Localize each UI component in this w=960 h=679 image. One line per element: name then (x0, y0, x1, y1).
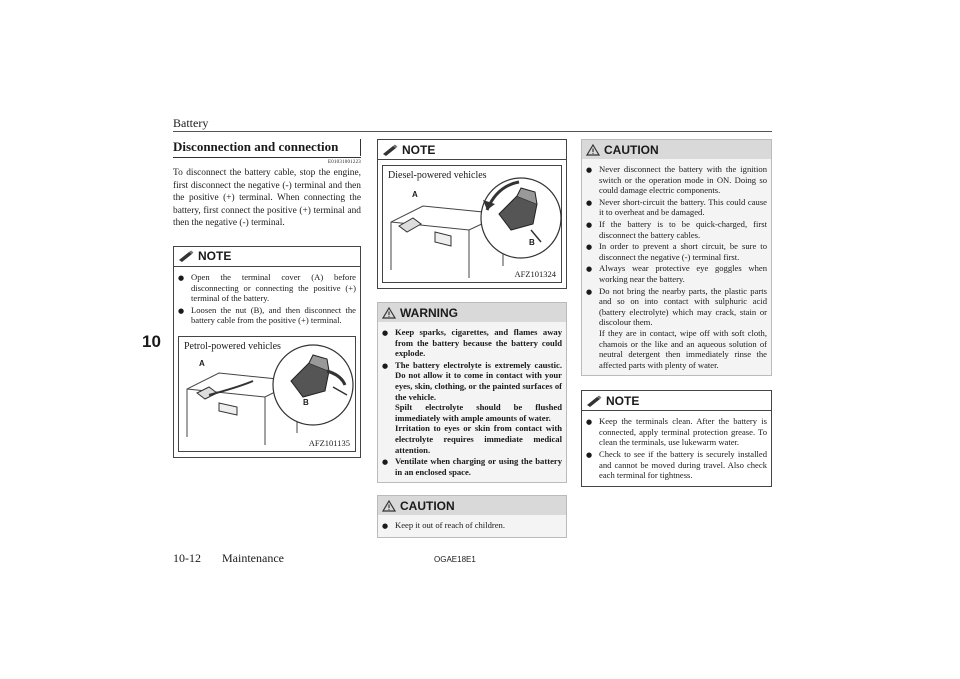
bullet-icon: ● (382, 522, 389, 531)
list-item: ● If the battery is to be quick-charged, first disconnect the battery cables. (586, 218, 767, 240)
battery-illustration (179, 337, 357, 451)
caution-label: CAUTION (604, 142, 659, 157)
bullet-icon: ● (382, 458, 389, 467)
bullet-icon: ● (178, 306, 185, 315)
footer-doc-code: OGAE18E1 (434, 555, 476, 564)
list-item: ● Loosen the nut (B), and then disconnect the battery cable from the positive (+) terminal. (178, 304, 356, 326)
chapter-tab: 10 (142, 332, 161, 351)
list-item: ● In order to prevent a short circuit, be sure to disconnect the negative (-) terminal first. (586, 241, 767, 262)
column-2 (377, 139, 567, 538)
bullet-icon: ● (586, 243, 593, 252)
figure-caption: Diesel-powered vehicles (388, 170, 487, 181)
bullet-icon: ● (586, 198, 593, 207)
warning-box (377, 302, 567, 483)
bullet-icon: ● (178, 273, 185, 282)
callout-b: B (529, 238, 535, 247)
caution-box-2 (581, 139, 772, 376)
note-1-list (178, 272, 356, 326)
list-item: ● Check to see if the battery is securely installed and cannot be moved during travel. Also check each terminal for tightness. (586, 449, 767, 481)
caution-2-list (586, 164, 767, 370)
list-item: ● Never short-circuit the battery. This could cause it to overheat and be damaged. (586, 196, 767, 218)
warning-triangle-icon (382, 307, 396, 319)
note-header (582, 391, 771, 411)
list-item: ● Always wear protective eye goggles when working near the battery. (586, 263, 767, 284)
list-item: ● The battery electrolyte is extremely caustic. Do not allow it to come in contact with your eyes, skin, clothing, or the painted surfaces of the vehicle. (382, 359, 562, 402)
figure-code: AFZ101324 (514, 269, 556, 279)
note-label: NOTE (606, 393, 640, 408)
diesel-battery-figure (382, 165, 562, 283)
footer-page-number: 10-12 (173, 551, 201, 565)
pencil-icon (382, 144, 398, 156)
figure-caption: Petrol-powered vehicles (184, 340, 281, 352)
note-box-2 (377, 139, 567, 289)
bullet-icon: ● (586, 418, 593, 427)
header-rule (173, 131, 772, 132)
bullet-icon: ● (586, 451, 593, 460)
callout-a: A (199, 358, 205, 368)
bullet-icon: ● (382, 329, 389, 337)
note-label: NOTE (198, 249, 232, 264)
battery-illustration (383, 166, 563, 282)
warning-extra-paragraph: Irritation to eyes or skin from contact with electrolyte requires immediate medical attention. (395, 423, 562, 455)
list-item: ● Do not bring the nearby parts, the plastic parts and so on into contact with sulphuric acid (battery electrolyte) which may crack, stain or discolour them. (586, 285, 767, 328)
list-item: ● Never disconnect the battery with the ignition switch or the operation mode in ON. Doing so could damage electric components. (586, 164, 767, 196)
pencil-icon (178, 250, 194, 262)
list-item: ● Keep the terminals clean. After the battery is connected, apply terminal protection grease. To clean the terminals, use lukewarm water. (586, 416, 767, 448)
note-box-1 (173, 246, 361, 458)
bullet-icon: ● (586, 220, 593, 229)
column-1 (173, 139, 361, 458)
warning-triangle-icon (382, 500, 396, 512)
warning-list (382, 327, 562, 477)
section-code: E01031001223 (328, 160, 361, 165)
section-title: Disconnection and connection (173, 139, 361, 158)
note-3-list (586, 416, 767, 481)
list-item: ● Keep sparks, cigarettes, and flames away from the battery because the battery could explode. (382, 327, 562, 359)
note-label: NOTE (402, 142, 436, 157)
note-header (378, 140, 566, 160)
figure-code: AFZ101135 (308, 437, 350, 448)
warning-extra-paragraph: Spilt electrolyte should be flushed immediately with ample amounts of water. (395, 402, 562, 423)
warning-header (378, 303, 566, 322)
section-paragraph: To disconnect the battery cable, stop the engine, first disconnect the negative (-) terminal and then the positive (+) terminal. When connecting the battery, first connect the positive (+) terminal and then the negative (-) terminal. (173, 168, 361, 229)
list-item: ● Keep it out of reach of children. (382, 520, 506, 531)
caution-header (378, 496, 566, 515)
caution-label: CAUTION (400, 498, 455, 513)
list-item: ● Ventilate when charging or using the battery in an enclosed space. (382, 456, 562, 477)
pencil-icon (586, 395, 602, 407)
footer-section-name: Maintenance (222, 551, 284, 565)
warning-triangle-icon (586, 144, 600, 156)
bullet-icon: ● (586, 265, 593, 274)
callout-b: B (303, 397, 309, 407)
caution-extra-paragraph: If they are in contact, wipe off with soft cloth, chamois or the like and an aqueous solution of neutral detergent then immediately rinse the affected parts with plenty of water. (599, 327, 767, 370)
warning-label: WARNING (400, 305, 458, 320)
bullet-icon: ● (382, 361, 389, 370)
note-header (174, 247, 360, 267)
column-3 (581, 139, 772, 487)
caution-box-1 (377, 495, 567, 538)
bullet-icon: ● (586, 287, 593, 296)
running-header-title: Battery (173, 116, 209, 130)
list-item: ● Open the terminal cover (A) before disconnecting or connecting the positive (+) terminal of the battery. (178, 271, 356, 304)
caution-1-list (382, 520, 562, 532)
caution-header (582, 140, 771, 159)
petrol-battery-figure (178, 336, 356, 452)
note-box-3 (581, 390, 772, 487)
callout-a: A (412, 190, 418, 199)
bullet-icon: ● (586, 166, 593, 174)
